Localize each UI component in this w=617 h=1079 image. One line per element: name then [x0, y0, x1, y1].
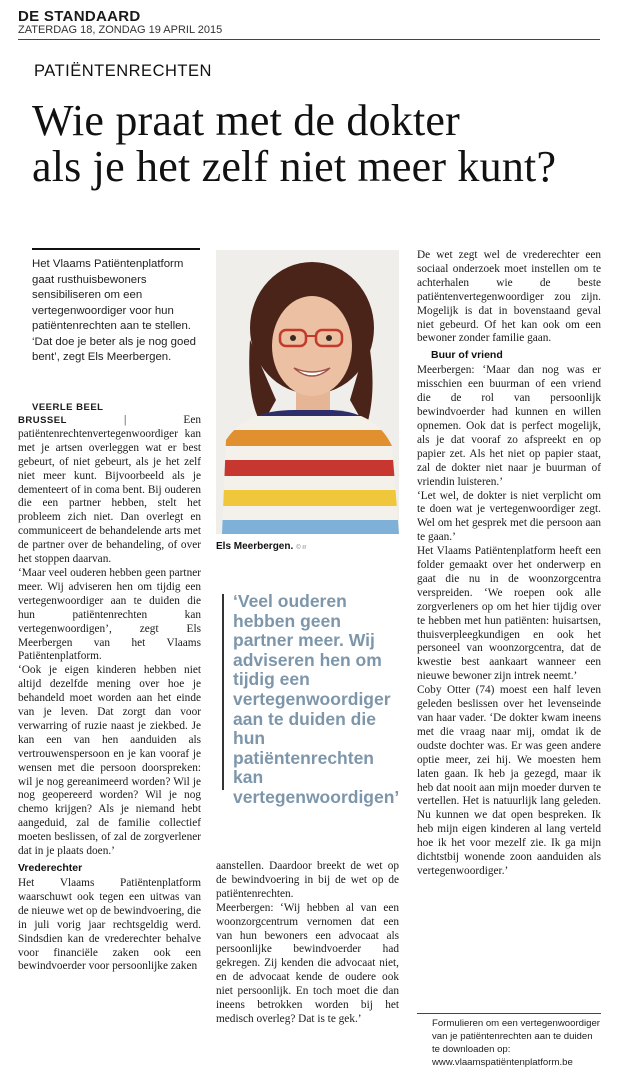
- headline-line-2: als je het zelf niet meer kunt?: [32, 142, 557, 191]
- info-box: [432, 1017, 602, 1069]
- column-3: [417, 249, 601, 879]
- column-3-paragraph-1: De wet zegt wel de vrederechter een sociaal onderzoek moet instellen om te achterhalen wie de beste patiëntenvertegenwoordiger zou zijn. Mogelijk is dat in bovenstaand geval niet gebeurd. Of het kan ook om een bewoner zonder familie gaan.: [417, 249, 601, 345]
- pull-quote: ‘Veel ouderen hebben geen partner meer. Wij adviseren hen om tijdig een vertegenwoordiger aan te duiden die hun patiëntenrechten kan vertegenwoordigen’: [233, 591, 400, 807]
- column-3-paragraph-4: Het Vlaams Patiëntenplatform heeft een folder gemaakt over het onderwerp en gaat die nu in de woonzorgcentra verspreiden. ‘We roepen ook alle zorgverleners op om het hier tijdig over te hebben met hun patiënten: huisartsen, thuisverpleegkundigen en ook het personeel van woonzorgcentra, dat de kwestie best aankaart wanneer een nieuwe bewoner zijn intrek neemt.’: [417, 545, 601, 683]
- column-1-paragraph-3: ‘Ook je eigen kinderen hebben niet altijd dezelfde mening over hoe je behandeld moet worden aan het einde van je leven. Dat zorgt dan voor verwarring of ruzie naast je ziekbed. Je kan een van hen aanduiden als vertrouwenspersoon en je kan vooraf je wensen met die persoon doorspreken: wil je nog gereanimeerd worden? Wil je nog geopereerd worden? Wil je nog chemo krijgen? Als je niemand hebt aangeduid, zal de familie collectief moeten beslissen, of zal de zorgverlener dat in je plaats doen.’: [18, 664, 201, 858]
- info-box-text: Formulieren om een vertegenwoordiger van je patiëntenrechten aan te duiden te downloaden op:: [432, 1018, 600, 1055]
- intro-text: Het Vlaams Patiëntenplatform gaat rusthuisbewoners sensibiliseren om een vertegenwoordiger voor hun patiëntenrechten aan te stellen. ‘Dat doe je beter als je nog goed bent’, zegt Els Meerbergen.: [32, 258, 197, 363]
- column-2-paragraph-2: Meerbergen: ‘Wij hebben al van een woonzorgcentrum vernomen dat een van hun bewoners een advocaat als persoonlijke bewindvoerder had gekregen. Zij kenden die advocaat niet, en de advocaat kende de oudere ook niet persoonlijk. En toch moet die dan ineens betrokken worden bij het medisch overleg? Dat is te gek.’: [216, 901, 399, 1025]
- section-label: PATIËNTENRECHTEN: [34, 62, 212, 80]
- column-1-paragraph-4: Het Vlaams Patiëntenplatform waarschuwt ook tegen een uitwas van de nieuwe wet op de bewindvoering, die in juli vorig jaar rechtsgeldig werd. Sindsdien kan de vrederechter behalve voor financiële zaken ook een bewindvoerder voor persoonlijke zaken: [18, 877, 201, 973]
- column-3-paragraph-2: Meerbergen: ‘Maar dan nog was er misschien een buurman of een vriend die de rol van persoonlijk bewindvoerder had kunnen en willen opnemen. Ook dat is perfect mogelijk, als je dat vooraf zo afspreekt en op papier zet. Als het niet op papier staat, zal de dokter niet naar je buurman of vriendin luisteren.’: [417, 364, 601, 488]
- byline: VEERLE BEEL: [32, 402, 104, 413]
- headline: [32, 98, 602, 190]
- headline-line-1: Wie praat met de dokter: [32, 96, 460, 145]
- caption-name: Els Meerbergen.: [216, 541, 294, 552]
- top-rule: [18, 39, 600, 40]
- pull-quote-bar: [222, 594, 224, 790]
- column-1-paragraph-1: [18, 414, 201, 567]
- dateline-place: BRUSSEL: [18, 415, 67, 426]
- column-2: [216, 860, 399, 1027]
- portrait-photo: [216, 250, 399, 534]
- column-1: [18, 414, 201, 974]
- lead-text: | Een patiëntenrechtenvertegenwoordiger kan met je artsen overleggen wat er best gebeurt, of niet gebeurt, als je het zelf niet meer kunt. Bijvoorbeeld als je dementeert of in coma bent. Bij ouderen die een partner hebben, stelt het probleem zich niet. Dan overlegt en communiceert de behandelende arts met de partner over de behandeling, of over het stoppen daarvan.: [18, 414, 202, 566]
- column-1-paragraph-2: ‘Maar veel ouderen hebben geen partner meer. Wij adviseren hen om tijdig een vertegenwoordiger aan te duiden die hun patiëntenrechten kan vertegenwoordigen’, zegt Els Meerbergen van het Vlaams Patiëntenplatform.: [18, 566, 201, 663]
- info-box-rule: [417, 1013, 601, 1014]
- intro-rule: [32, 248, 200, 250]
- column-2-paragraph-1: aanstellen. Daardoor breekt de wet op de bewindvoering in bij de wet op de patiëntenrechten.: [216, 860, 399, 900]
- masthead: DE STANDAARD: [18, 8, 141, 25]
- photo-caption: [216, 541, 306, 552]
- dateline: ZATERDAG 18, ZONDAG 19 APRIL 2015: [18, 24, 223, 36]
- info-box-url[interactable]: www.vlaamspatiëntenplatform.be: [432, 1057, 573, 1068]
- subheading-vrederechter: Vrederechter: [18, 862, 83, 874]
- column-3-paragraph-5: Coby Otter (74) moest een half leven geleden beslissen over het levenseinde van haar vader. ‘De dokter kwam ineens met die vraag naar mij, omdat ik de oudste dochter was. Er was geen andere optie meer, zei hij. We moesten hem laten gaan. Ik heb ja gezegd, maar ik heb dat nooit aan mijn moeder durven te vertellen. Het is natuurlijk lang geleden. Nu kunnen we dat open bespreken. Ik heb mijn eigen kinderen al lang verteld hoe ik het voor mezelf zie. Ik ga mijn dichtstbij wonende zoon aanduiden als vertegenwoordiger.’: [417, 684, 601, 877]
- subheading-buur-of-vriend: Buur of vriend: [431, 349, 503, 362]
- column-3-paragraph-3: ‘Let wel, de dokter is niet verplicht om te doen wat je vertegenwoordiger zegt. Wel om het gesprek met die persoon aan te gaan.’: [417, 489, 601, 544]
- photo-credit: © rr: [296, 545, 307, 551]
- portrait-illustration: [216, 250, 399, 534]
